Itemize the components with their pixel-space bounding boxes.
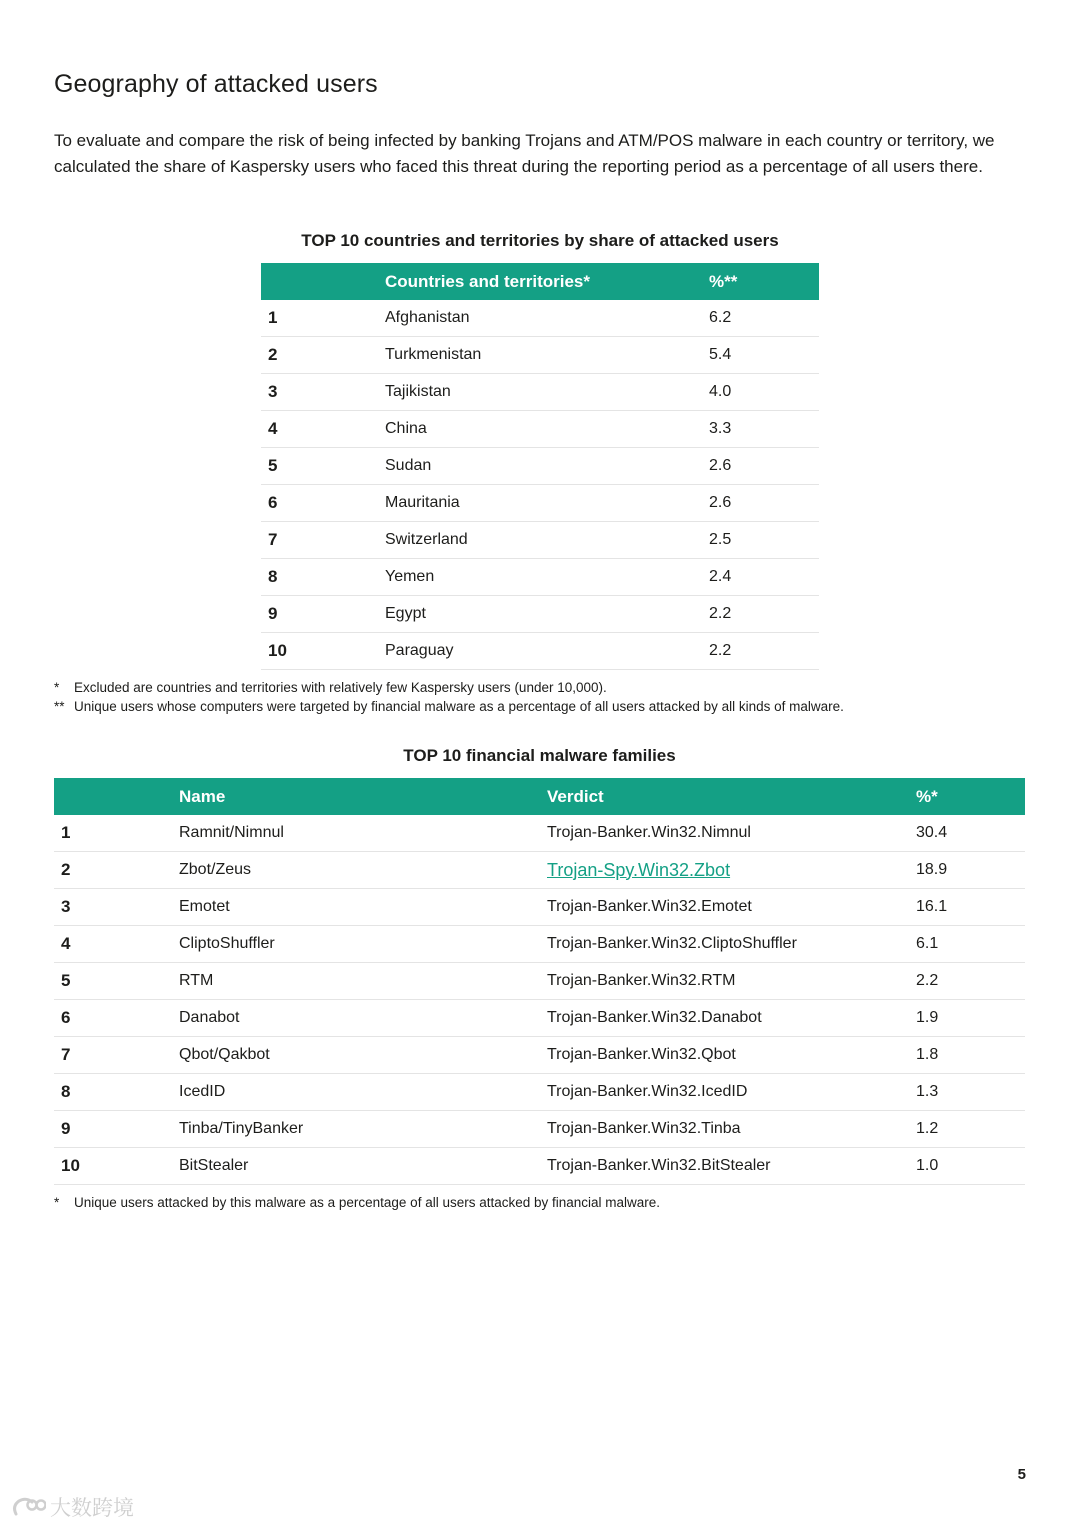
name-cell: Tinba/TinyBanker	[179, 1111, 547, 1148]
country-cell: Sudan	[385, 448, 709, 485]
percent-column-header: %**	[709, 263, 819, 300]
rank-cell: 8	[54, 1074, 179, 1111]
malware-table	[54, 778, 1025, 1185]
countries-table	[261, 263, 819, 670]
rank-column-header	[54, 778, 179, 815]
percent-cell: 3.3	[709, 411, 819, 448]
percent-cell: 6.2	[709, 300, 819, 337]
malware-table-title: TOP 10 financial malware families	[403, 746, 676, 765]
country-column-header: Countries and territories*	[385, 263, 709, 300]
table-row	[261, 485, 819, 522]
percent-cell: 1.2	[916, 1111, 1025, 1148]
table-row	[261, 633, 819, 670]
country-cell: Turkmenistan	[385, 337, 709, 374]
percent-cell: 2.4	[709, 559, 819, 596]
percent-cell: 2.2	[709, 596, 819, 633]
name-cell: BitStealer	[179, 1148, 547, 1185]
table-row	[54, 852, 1025, 889]
rank-cell: 8	[261, 559, 385, 596]
country-cell: Afghanistan	[385, 300, 709, 337]
footnote-text: Excluded are countries and territories with relatively few Kaspersky users (under 10,000).	[74, 680, 607, 695]
country-cell: Yemen	[385, 559, 709, 596]
percent-cell: 18.9	[916, 852, 1025, 889]
name-cell: Zbot/Zeus	[179, 852, 547, 889]
rank-cell: 3	[261, 374, 385, 411]
table-row	[54, 1074, 1025, 1111]
table-row	[261, 448, 819, 485]
percent-cell: 6.1	[916, 926, 1025, 963]
verdict-cell: Trojan-Banker.Win32.RTM	[547, 963, 916, 1000]
rank-cell: 6	[54, 1000, 179, 1037]
watermark	[10, 1492, 134, 1522]
footnote-text: Unique users whose computers were targeted by financial malware as a percentage of all users attacked by all kinds of malware.	[74, 698, 844, 714]
verdict-link-zbot[interactable]: Trojan-Spy.Win32.Zbot	[547, 859, 731, 880]
watermark-logo-icon	[10, 1494, 46, 1520]
verdict-cell: Trojan-Banker.Win32.IcedID	[547, 1074, 916, 1111]
verdict-cell: Trojan-Banker.Win32.BitStealer	[547, 1148, 916, 1185]
table-row	[261, 300, 819, 337]
name-cell: Emotet	[179, 889, 547, 926]
footnote-mark: **	[54, 698, 65, 714]
percent-cell: 16.1	[916, 889, 1025, 926]
table-row	[54, 1037, 1025, 1074]
percent-cell: 1.8	[916, 1037, 1025, 1074]
footnote	[54, 679, 844, 698]
rank-cell: 10	[261, 633, 385, 670]
percent-cell: 1.0	[916, 1148, 1025, 1185]
rank-cell: 2	[54, 852, 179, 889]
rank-cell: 1	[54, 815, 179, 852]
rank-cell: 7	[54, 1037, 179, 1074]
percent-column-header: %*	[916, 778, 1025, 815]
table-row	[54, 1148, 1025, 1185]
rank-cell: 9	[54, 1111, 179, 1148]
country-cell: China	[385, 411, 709, 448]
name-cell: Qbot/Qakbot	[179, 1037, 547, 1074]
page-heading: Geography of attacked users	[54, 70, 378, 98]
countries-table-footnotes	[54, 679, 844, 716]
country-cell: Egypt	[385, 596, 709, 633]
verdict-cell: Trojan-Banker.Win32.Tinba	[547, 1111, 916, 1148]
percent-cell: 2.6	[709, 485, 819, 522]
rank-cell: 3	[54, 889, 179, 926]
page-number: 5	[1017, 1466, 1026, 1483]
country-cell: Mauritania	[385, 485, 709, 522]
percent-cell: 2.5	[709, 522, 819, 559]
verdict-cell: Trojan-Banker.Win32.Qbot	[547, 1037, 916, 1074]
table-row	[54, 1111, 1025, 1148]
percent-cell: 1.3	[916, 1074, 1025, 1111]
malware-table-footnotes	[54, 1194, 660, 1213]
footnote	[54, 1194, 660, 1213]
name-cell: IcedID	[179, 1074, 547, 1111]
countries-table-header-row	[261, 263, 819, 300]
percent-cell: 1.9	[916, 1000, 1025, 1037]
rank-cell: 2	[261, 337, 385, 374]
name-cell: Ramnit/Nimnul	[179, 815, 547, 852]
name-cell: RTM	[179, 963, 547, 1000]
rank-cell: 1	[261, 300, 385, 337]
footnote	[54, 698, 844, 717]
name-cell: CliptoShuffler	[179, 926, 547, 963]
table-row	[54, 963, 1025, 1000]
rank-cell: 7	[261, 522, 385, 559]
verdict-cell: Trojan-Banker.Win32.Emotet	[547, 889, 916, 926]
table-row	[261, 374, 819, 411]
rank-cell: 4	[54, 926, 179, 963]
rank-cell: 4	[261, 411, 385, 448]
footnote-mark: *	[54, 680, 60, 695]
name-column-header: Name	[179, 778, 547, 815]
verdict-cell: Trojan-Banker.Win32.Danabot	[547, 1000, 916, 1037]
verdict-cell	[547, 852, 916, 889]
table-row	[261, 522, 819, 559]
footnote-text: Unique users attacked by this malware as a percentage of all users attacked by financial malware.	[74, 1195, 661, 1210]
rank-cell: 6	[261, 485, 385, 522]
rank-cell: 5	[261, 448, 385, 485]
percent-cell: 4.0	[709, 374, 819, 411]
table-row	[54, 889, 1025, 926]
watermark-text: 大数跨境	[50, 1497, 134, 1520]
table-row	[261, 559, 819, 596]
intro-paragraph: To evaluate and compare the risk of being infected by banking Trojans and ATM/POS malware in each country or territory, we calculated the share of Kaspersky users who faced this threat during the reporting period as a percentage of all users there.	[54, 131, 995, 176]
table-row	[261, 411, 819, 448]
malware-table-header-row	[54, 778, 1025, 815]
percent-cell: 2.2	[709, 633, 819, 670]
table-row	[54, 815, 1025, 852]
footnote-mark: *	[54, 1195, 60, 1210]
percent-cell: 2.6	[709, 448, 819, 485]
verdict-cell: Trojan-Banker.Win32.CliptoShuffler	[547, 926, 916, 963]
verdict-cell: Trojan-Banker.Win32.Nimnul	[547, 815, 916, 852]
rank-cell: 10	[54, 1148, 179, 1185]
country-cell: Paraguay	[385, 633, 709, 670]
verdict-column-header: Verdict	[547, 778, 916, 815]
country-cell: Tajikistan	[385, 374, 709, 411]
rank-cell: 5	[54, 963, 179, 1000]
percent-cell: 5.4	[709, 337, 819, 374]
percent-cell: 2.2	[916, 963, 1025, 1000]
table-row	[54, 1000, 1025, 1037]
rank-cell: 9	[261, 596, 385, 633]
table-row	[261, 596, 819, 633]
percent-cell: 30.4	[916, 815, 1025, 852]
countries-table-title: TOP 10 countries and territories by share of attacked users	[301, 231, 779, 250]
country-cell: Switzerland	[385, 522, 709, 559]
rank-column-header	[261, 263, 385, 300]
table-row	[261, 337, 819, 374]
name-cell: Danabot	[179, 1000, 547, 1037]
table-row	[54, 926, 1025, 963]
